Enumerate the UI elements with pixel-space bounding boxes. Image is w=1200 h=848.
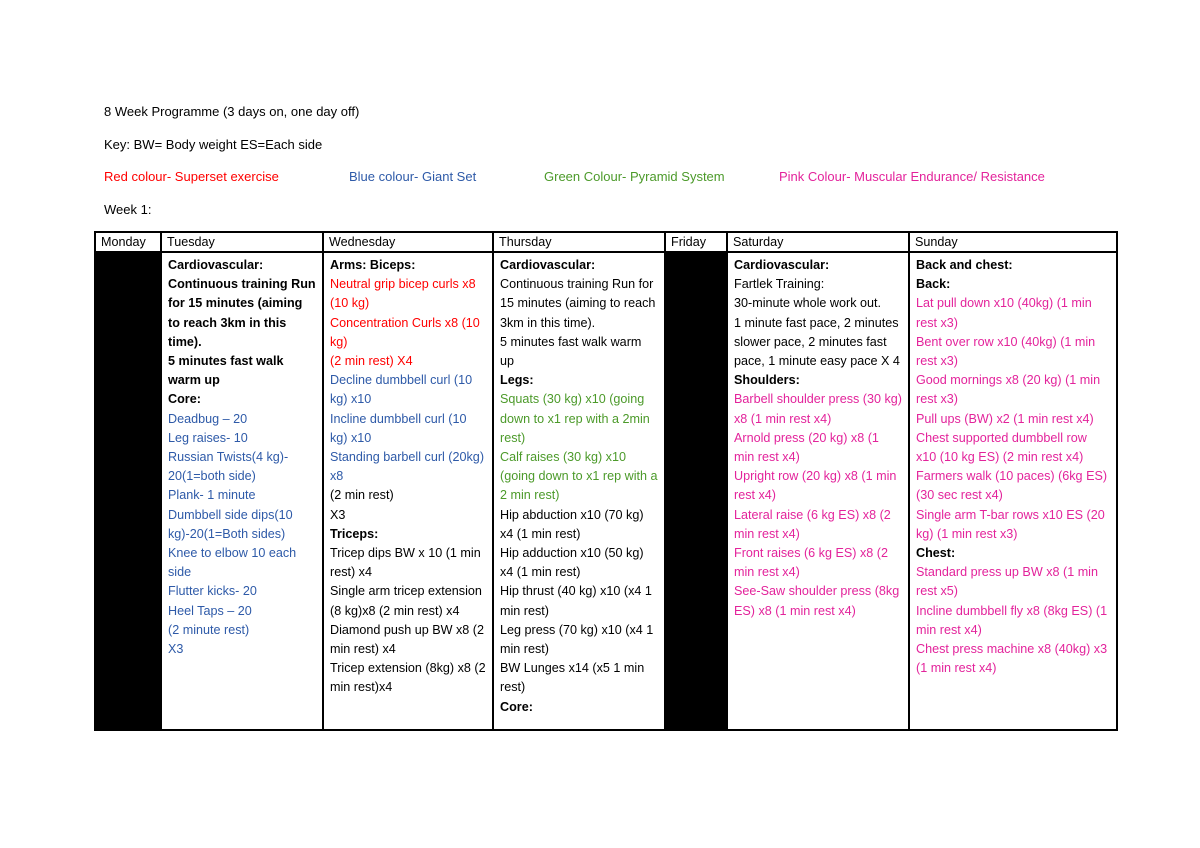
table-row	[95, 252, 1117, 730]
exercise-entry: Hip adduction x10 (50 kg) x4 (1 min rest)	[500, 546, 644, 580]
header-tuesday: Tuesday	[161, 232, 323, 252]
section-heading: Cardiovascular:	[500, 258, 596, 272]
exercise-entry: Knee to elbow 10 each side	[168, 546, 297, 580]
exercise-entry: Good mornings x8 (20 kg) (1 min rest x3)	[916, 373, 1101, 407]
legend-green-pyramid: Green Colour- Pyramid System	[544, 169, 725, 184]
exercise-entry: 1 minute fast pace, 2 minutes slower pace, 2 minutes fast pace, 1 minute easy pace X 4	[734, 315, 900, 369]
exercise-entry: Tricep dips BW x 10 (1 min rest) x4	[330, 546, 481, 580]
wednesday-cell	[323, 252, 493, 730]
section-heading: Shoulders:	[734, 373, 800, 388]
exercise-entry: Leg press (70 kg) x10 (x4 1 min rest)	[500, 622, 654, 657]
sunday-cell	[909, 252, 1117, 730]
exercise-entry: Fartlek Training:	[734, 277, 825, 292]
exercise-entry: Deadbug – 20	[168, 411, 248, 426]
header-thursday: Thursday	[493, 232, 665, 252]
exercise-entry: (2 minute rest)	[168, 622, 250, 637]
section-heading: Cardiovascular:	[734, 258, 830, 272]
exercise-entry: Dumbbell side dips(10 kg)-20(1=Both sides)	[168, 507, 293, 541]
exercise-entry: Front raises (6 kg ES) x8 (2 min rest x4)	[734, 546, 888, 580]
exercise-entry: (2 min rest) X4	[330, 354, 413, 369]
week-label: Week 1:	[104, 202, 152, 217]
abbreviation-key: Key: BW= Body weight ES=Each side	[104, 137, 323, 152]
header-monday: Monday	[95, 232, 161, 252]
exercise-entry: Chest supported dumbbell row x10 (10 kg ES) (2 min rest x4)	[916, 430, 1087, 465]
section-heading: Back and chest:	[916, 258, 1013, 272]
exercise-entry: 30-minute whole work out.	[734, 296, 881, 311]
thursday-cell	[493, 252, 665, 730]
exercise-entry: Single arm T-bar rows x10 ES (20 kg) (1 min rest x3)	[916, 507, 1105, 541]
exercise-entry: Concentration Curls x8 (10 kg)	[330, 315, 480, 349]
tuesday-cell	[161, 252, 323, 730]
exercise-entry: Chest press machine x8 (40kg) x3 (1 min rest x4)	[916, 642, 1108, 676]
section-heading: Arms: Biceps:	[330, 258, 416, 272]
exercise-entry: Hip thrust (40 kg) x10 (x4 1 min rest)	[500, 584, 652, 618]
exercise-entry: Hip abduction x10 (70 kg) x4 (1 min rest)	[500, 507, 644, 541]
header-wednesday: Wednesday	[323, 232, 493, 252]
section-heading: Triceps:	[330, 526, 379, 541]
section-heading: Cardiovascular:	[168, 258, 264, 272]
document-title: 8 Week Programme (3 days on, one day off)	[104, 104, 360, 119]
table-header-row	[95, 232, 1117, 252]
weekly-schedule-table	[94, 231, 1118, 731]
exercise-entry: (2 min rest)	[330, 488, 394, 503]
exercise-entry: Incline dumbbell fly x8 (8kg ES) (1 min rest x4)	[916, 603, 1108, 637]
exercise-entry: See-Saw shoulder press (8kg ES) x8 (1 min rest x4)	[734, 584, 900, 618]
exercise-entry: Standard press up BW x8 (1 min rest x5)	[916, 565, 1098, 599]
monday-rest-cell	[95, 252, 161, 730]
friday-rest-cell	[665, 252, 727, 730]
exercise-entry: Barbell shoulder press (30 kg) x8 (1 min rest x4)	[734, 392, 902, 426]
exercise-entry: Decline dumbbell curl (10 kg) x10	[330, 373, 473, 407]
exercise-entry: Incline dumbbell curl (10 kg) x10	[330, 411, 467, 445]
header-sunday: Sunday	[909, 232, 1117, 252]
exercise-entry: X3	[330, 507, 346, 522]
exercise-entry: Leg raises- 10	[168, 430, 248, 445]
section-heading: Continuous training Run for 15 minutes (aiming to reach 3km in this time).	[168, 277, 316, 349]
legend-red-superset: Red colour- Superset exercise	[104, 169, 279, 184]
exercise-entry: Calf raises (30 kg) x10 (going down to x1 rep with a 2 min rest)	[500, 450, 658, 503]
exercise-entry: Russian Twists(4 kg)- 20(1=both side)	[168, 450, 289, 484]
exercise-entry: Plank- 1 minute	[168, 488, 256, 503]
exercise-entry: Pull ups (BW) x2 (1 min rest x4)	[916, 411, 1094, 426]
exercise-entry: BW Lunges x14 (x5 1 min rest)	[500, 661, 645, 695]
exercise-entry: X3	[168, 642, 184, 657]
header-friday: Friday	[665, 232, 727, 252]
exercise-entry: Bent over row x10 (40kg) (1 min rest x3)	[916, 334, 1096, 369]
exercise-entry: Lateral raise (6 kg ES) x8 (2 min rest x4)	[734, 507, 891, 541]
exercise-entry: Upright row (20 kg) x8 (1 min rest x4)	[734, 469, 897, 503]
exercise-entry: Diamond push up BW x8 (2 min rest) x4	[330, 622, 484, 657]
header-saturday: Saturday	[727, 232, 909, 252]
exercise-entry: Tricep extension (8kg) x8 (2 min rest)x4	[330, 661, 486, 695]
exercise-entry: Neutral grip bicep curls x8 (10 kg)	[330, 277, 476, 311]
saturday-cell	[727, 252, 909, 730]
section-heading: Core:	[168, 392, 201, 407]
section-heading: 5 minutes fast walk warm up	[168, 354, 284, 388]
section-heading: Core:	[500, 699, 533, 714]
exercise-entry: 5 minutes fast walk warm up	[500, 334, 642, 369]
legend-pink-endurance: Pink Colour- Muscular Endurance/ Resistance	[779, 169, 1045, 184]
exercise-entry: Single arm tricep extension (8 kg)x8 (2 min rest) x4	[330, 584, 482, 618]
exercise-entry: Farmers walk (10 paces) (6kg ES) (30 sec rest x4)	[916, 469, 1108, 503]
exercise-entry: Lat pull down x10 (40kg) (1 min rest x3)	[916, 296, 1092, 330]
exercise-entry: Standing barbell curl (20kg) x8	[330, 450, 485, 484]
section-heading: Back:	[916, 277, 951, 292]
exercise-entry: Squats (30 kg) x10 (going down to x1 rep with a 2min rest)	[500, 392, 650, 445]
exercise-entry: Flutter kicks- 20	[168, 584, 257, 599]
exercise-entry: Arnold press (20 kg) x8 (1 min rest x4)	[734, 430, 879, 465]
section-heading: Chest:	[916, 546, 956, 561]
section-heading: Legs:	[500, 373, 534, 388]
exercise-entry: Heel Taps – 20	[168, 603, 252, 618]
legend-blue-giant-set: Blue colour- Giant Set	[349, 169, 477, 184]
exercise-entry: Continuous training Run for 15 minutes (aiming to reach 3km in this time).	[500, 277, 656, 330]
